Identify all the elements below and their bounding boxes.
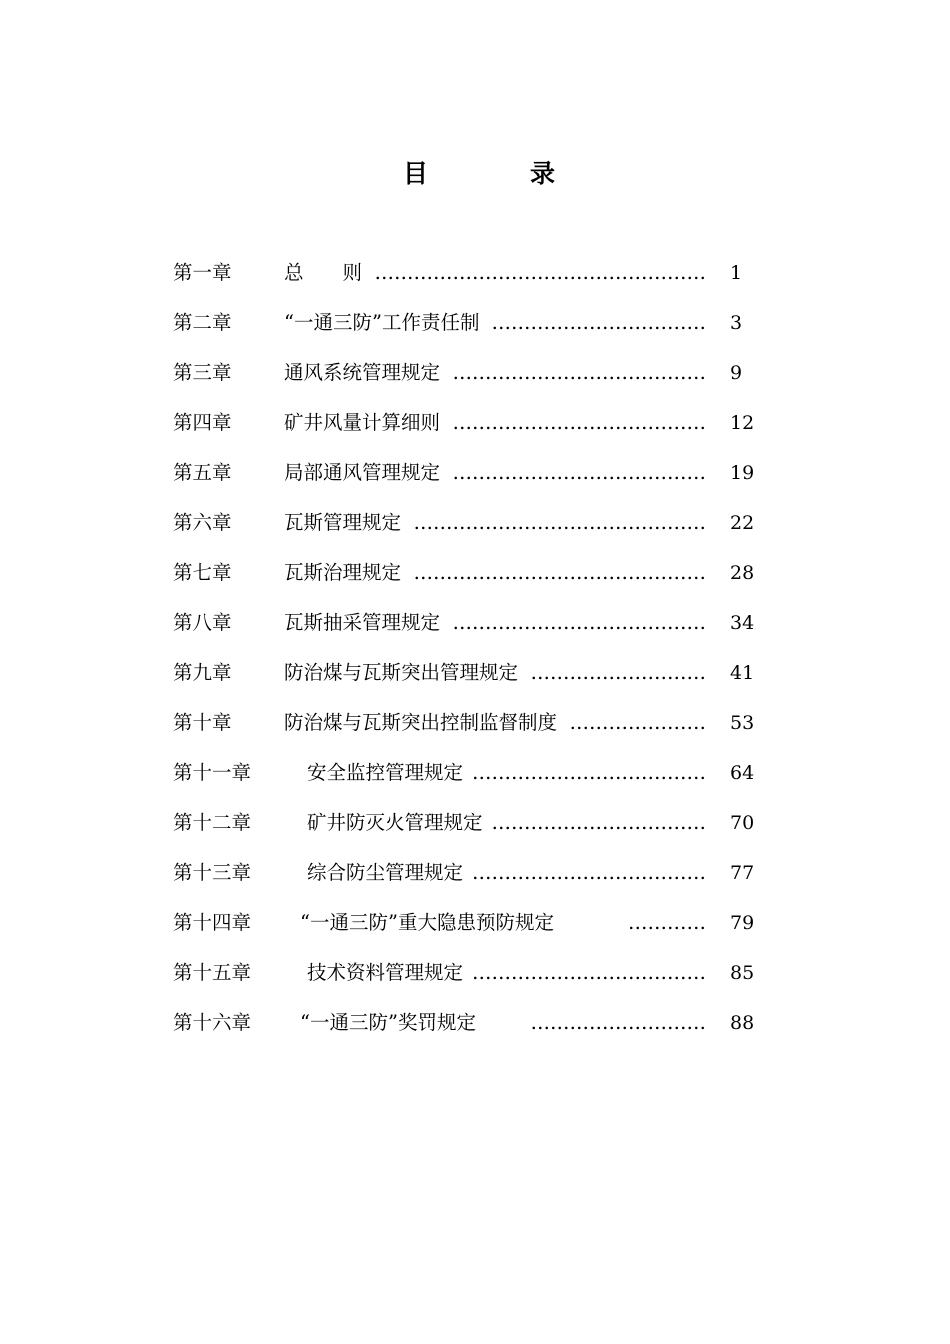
- chapter-label: 第二章: [173, 311, 232, 334]
- dot-leader: ………………………………………: [413, 511, 706, 534]
- dot-leader: …………………………………: [452, 361, 706, 384]
- toc-entry[interactable]: [0, 500, 950, 540]
- entry-title: 综合防尘管理规定: [307, 861, 464, 884]
- toc-entry[interactable]: [0, 550, 950, 590]
- toc-entry[interactable]: [0, 700, 950, 740]
- page-number: 3: [730, 312, 743, 334]
- chapter-label: 第十四章: [173, 911, 252, 934]
- entry-title: 技术资料管理规定: [307, 961, 464, 984]
- dot-leader: …………………………………: [452, 411, 706, 434]
- dot-leader: …………………………………: [452, 461, 706, 484]
- toc-entry[interactable]: [0, 650, 950, 690]
- chapter-label: 第十六章: [173, 1011, 252, 1034]
- entry-title: 通风系统管理规定: [284, 361, 441, 384]
- entry-title: 瓦斯管理规定: [284, 511, 402, 534]
- page-number: 34: [730, 612, 755, 634]
- chapter-label: 第三章: [173, 361, 232, 384]
- entry-title: 瓦斯治理规定: [284, 561, 402, 584]
- entry-title: 瓦斯抽采管理规定: [284, 611, 441, 634]
- toc-heading-char-1: 目: [403, 159, 429, 188]
- toc-entry[interactable]: [0, 600, 950, 640]
- dot-leader: …………: [628, 911, 706, 934]
- chapter-label: 第十二章: [173, 811, 252, 834]
- chapter-label: 第十三章: [173, 861, 252, 884]
- toc-entry[interactable]: [0, 250, 950, 290]
- toc-entry[interactable]: [0, 900, 950, 940]
- dot-leader: ………………………………: [472, 961, 706, 984]
- page-number: 53: [730, 712, 755, 734]
- page-number: 85: [730, 962, 755, 984]
- page-number: 22: [730, 512, 755, 534]
- toc-heading: [0, 156, 950, 196]
- chapter-label: 第六章: [173, 511, 232, 534]
- dot-leader: …………………: [569, 711, 706, 734]
- dot-leader: ………………………………: [472, 761, 706, 784]
- chapter-label: 第四章: [173, 411, 232, 434]
- entry-title: 防治煤与瓦斯突出管理规定: [284, 661, 519, 684]
- page-number: 19: [730, 462, 755, 484]
- chapter-label: 第一章: [173, 261, 232, 284]
- entry-title: “一通三防”奖罚规定: [300, 1011, 476, 1034]
- dot-leader: ……………………………: [491, 311, 706, 334]
- entry-title: 安全监控管理规定: [307, 761, 464, 784]
- dot-leader: ………………………………: [472, 861, 706, 884]
- dot-leader: ………………………: [530, 1011, 706, 1034]
- entry-title: 矿井防灭火管理规定: [307, 811, 483, 834]
- page-number: 64: [730, 762, 755, 784]
- entry-title: 局部通风管理规定: [284, 461, 441, 484]
- toc-entry[interactable]: [0, 1000, 950, 1040]
- chapter-label: 第八章: [173, 611, 232, 634]
- chapter-label: 第九章: [173, 661, 232, 684]
- entry-title: 防治煤与瓦斯突出控制监督制度: [284, 711, 558, 734]
- toc-entry[interactable]: [0, 850, 950, 890]
- toc-entry[interactable]: [0, 450, 950, 490]
- page-number: 1: [730, 262, 743, 284]
- toc-heading-char-2: 录: [530, 159, 556, 188]
- entry-title: “一通三防”工作责任制: [284, 311, 480, 334]
- toc-entry[interactable]: [0, 950, 950, 990]
- page-number: 12: [730, 412, 755, 434]
- page-number: 79: [730, 912, 755, 934]
- toc-entry[interactable]: [0, 400, 950, 440]
- chapter-label: 第十五章: [173, 961, 252, 984]
- chapter-label: 第十章: [173, 711, 232, 734]
- chapter-label: 第七章: [173, 561, 232, 584]
- page-number: 28: [730, 562, 755, 584]
- page-number: 41: [730, 662, 755, 684]
- toc-entry[interactable]: [0, 750, 950, 790]
- dot-leader: ………………………………………: [413, 561, 706, 584]
- dot-leader: ……………………………: [491, 811, 706, 834]
- chapter-label: 第五章: [173, 461, 232, 484]
- page-number: 70: [730, 812, 755, 834]
- page-number: 77: [730, 862, 755, 884]
- toc-entry[interactable]: [0, 300, 950, 340]
- chapter-label: 第十一章: [173, 761, 252, 784]
- toc-entry[interactable]: [0, 800, 950, 840]
- entry-title: “一通三防”重大隐患预防规定: [300, 911, 554, 934]
- dot-leader: …………………………………: [452, 611, 706, 634]
- toc-entry[interactable]: [0, 350, 950, 390]
- page-number: 88: [730, 1012, 755, 1034]
- entry-title: 矿井风量计算细则: [284, 411, 441, 434]
- dot-leader: ……………………………………………: [374, 261, 706, 284]
- dot-leader: ………………………: [530, 661, 706, 684]
- page-number: 9: [730, 362, 743, 384]
- entry-title: 总 则: [284, 261, 363, 284]
